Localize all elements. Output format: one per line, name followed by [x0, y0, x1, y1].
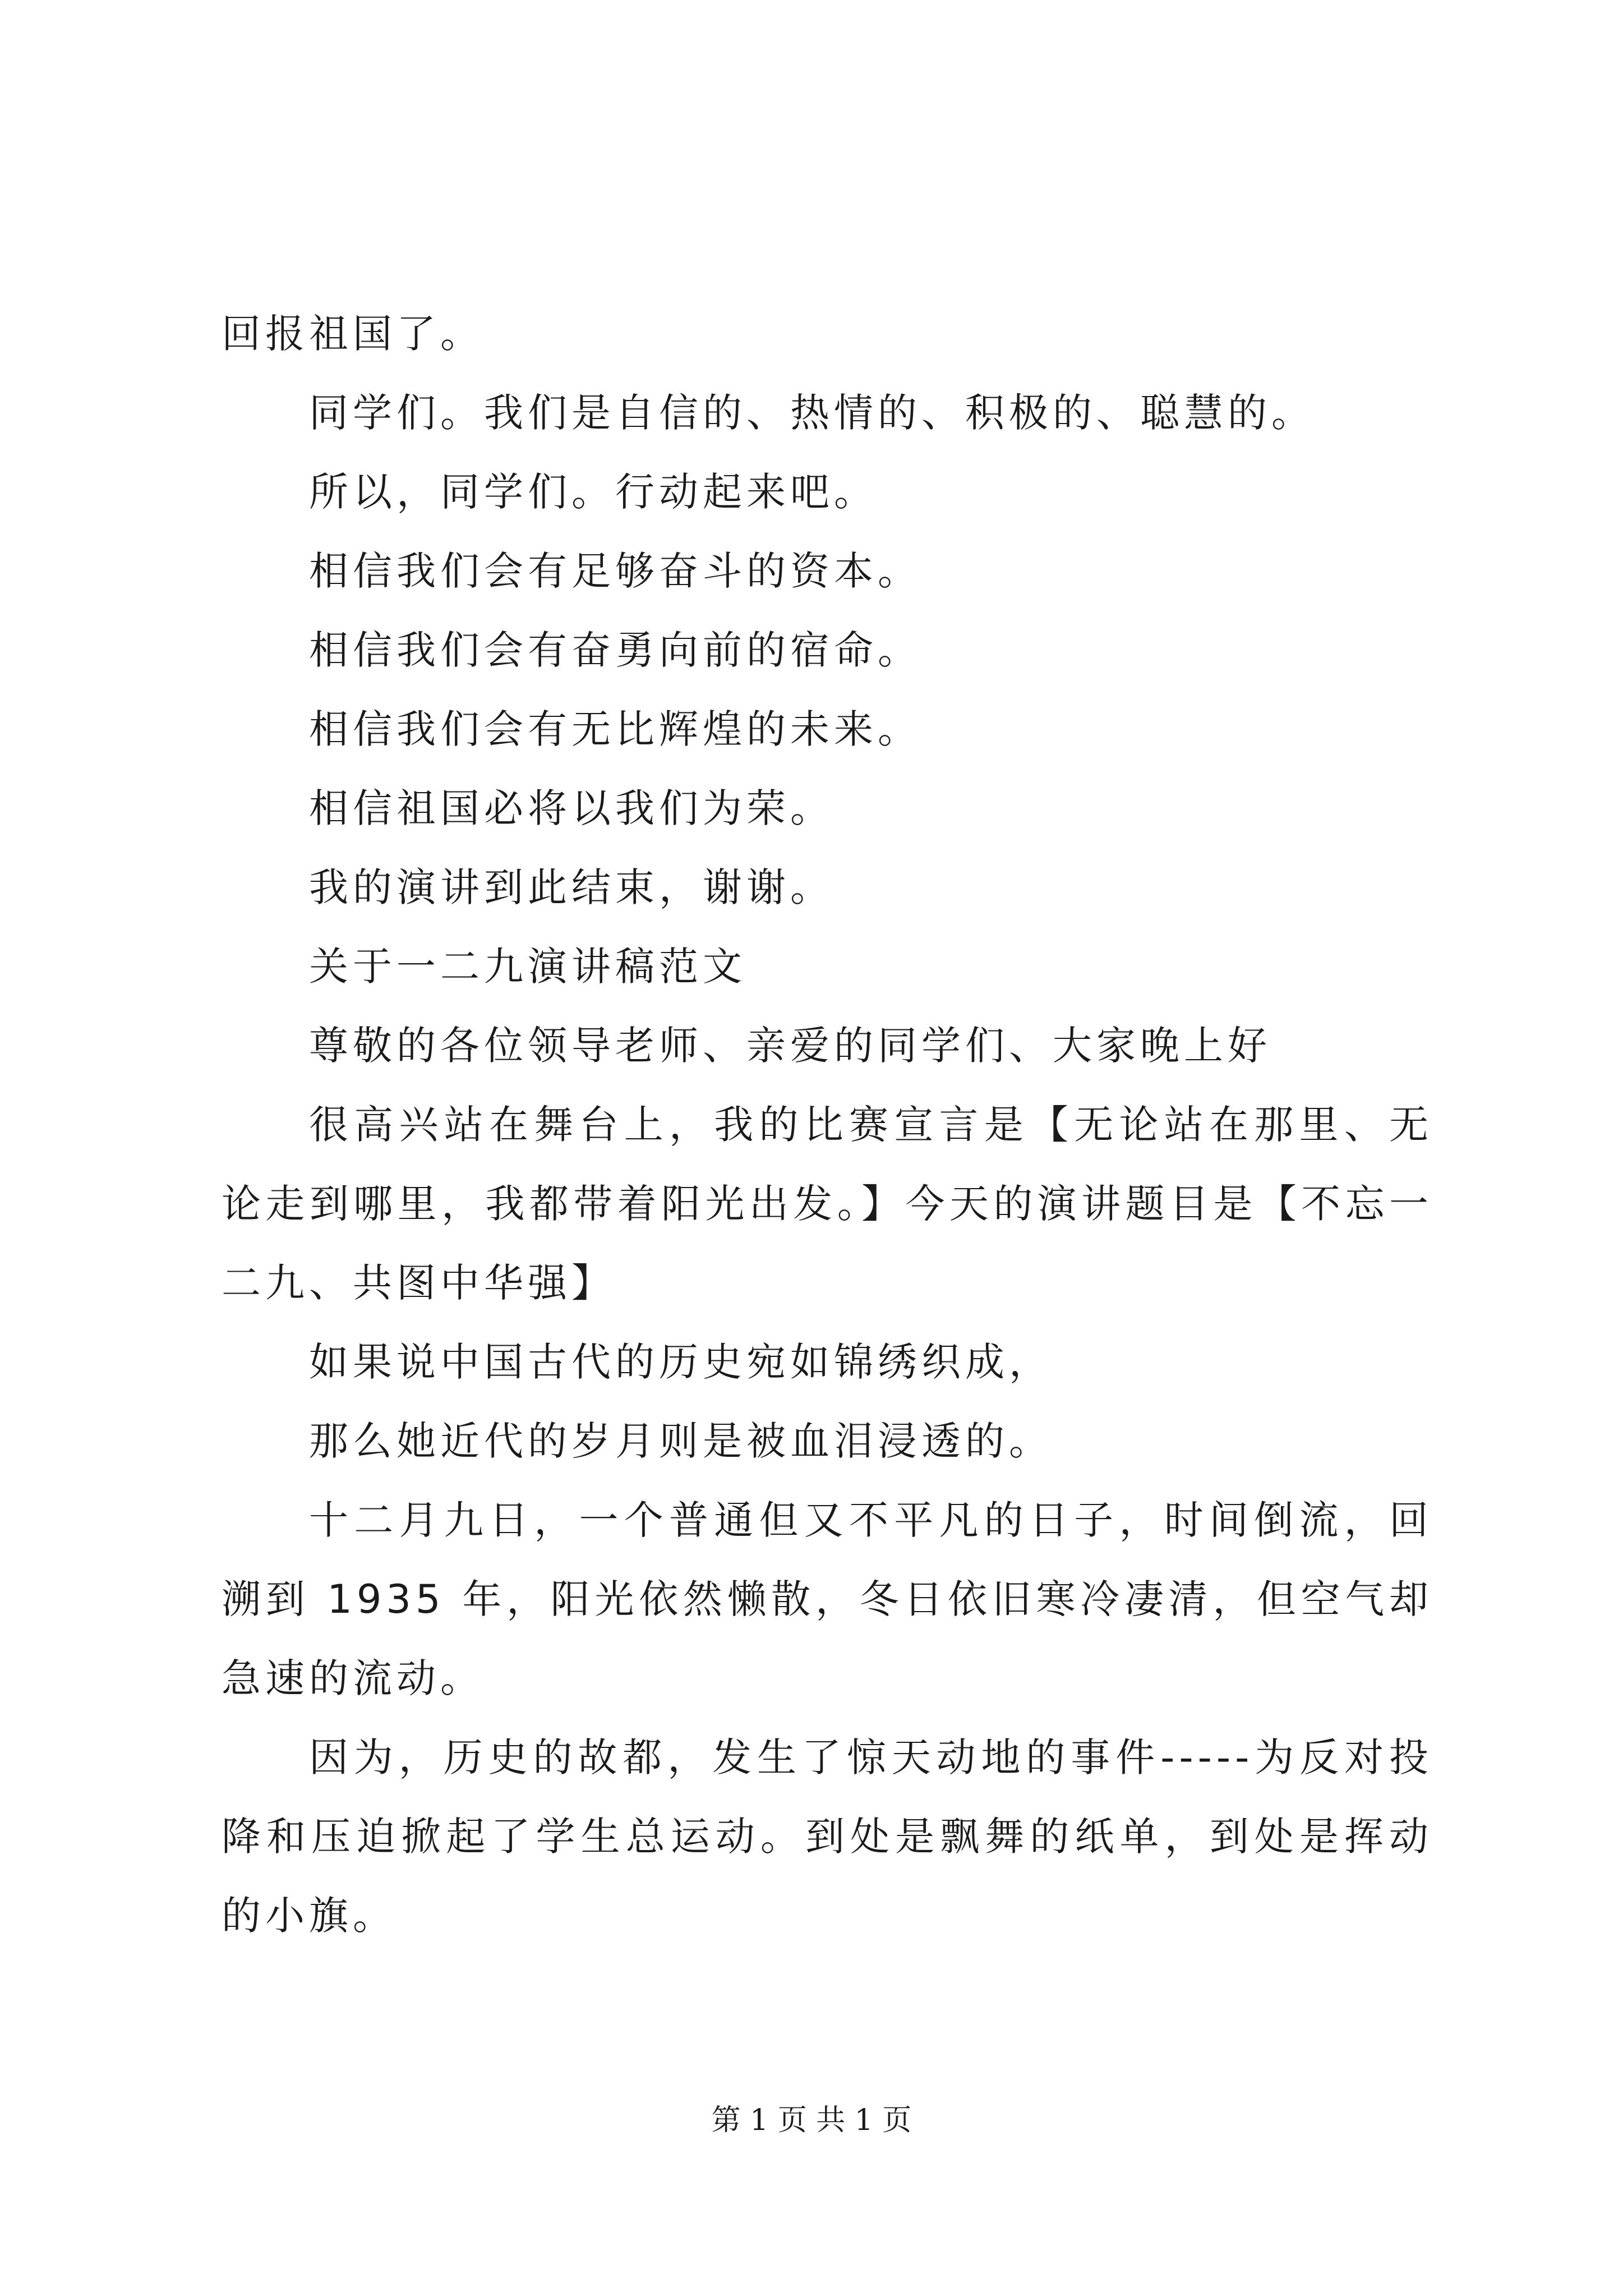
paragraph: 回报祖国了。	[222, 311, 484, 357]
paragraph: 尊敬的各位领导老师、亲爱的同学们、大家晚上好	[309, 1023, 1271, 1069]
section-heading: 关于一二九演讲稿范文	[309, 944, 746, 990]
paragraph: 我的演讲到此结束，谢谢。	[309, 864, 834, 910]
paragraph: 因为，历史的故都，发生了惊天动地的事件-----为反对投降和压迫掀起了学生总运动。到处是飘舞的纸单，到处是挥动的小旗。	[222, 1734, 1433, 1939]
paragraph: 所以，同学们。行动起来吧。	[309, 469, 878, 515]
paragraph: 相信我们会有足够奋斗的资本。	[309, 548, 921, 594]
paragraph: 相信我们会有无比辉煌的未来。	[309, 706, 921, 752]
page-number-footer: 第 1 页 共 1 页	[711, 2104, 912, 2137]
paragraph: 同学们。我们是自信的、热情的、积极的、聪慧的。	[309, 390, 1315, 436]
paragraph: 相信祖国必将以我们为荣。	[309, 785, 834, 831]
paragraph: 很高兴站在舞台上，我的比赛宣言是【无论站在那里、无论走到哪里，我都带着阳光出发。】今天的演讲题目是【不忘一二九、共图中华强】	[222, 1102, 1433, 1306]
paragraph: 十二月九日，一个普通但又不平凡的日子，时间倒流，回溯到 1935 年，阳光依然懒散，冬日依旧寒冷凄清，但空气却急速的流动。	[222, 1497, 1433, 1701]
paragraph: 相信我们会有奋勇向前的宿命。	[309, 627, 921, 673]
paragraph: 如果说中国古代的历史宛如锦绣织成，	[309, 1339, 1053, 1385]
document-body	[222, 295, 1433, 1955]
paragraph: 那么她近代的岁月则是被血泪浸透的。	[309, 1418, 1053, 1464]
